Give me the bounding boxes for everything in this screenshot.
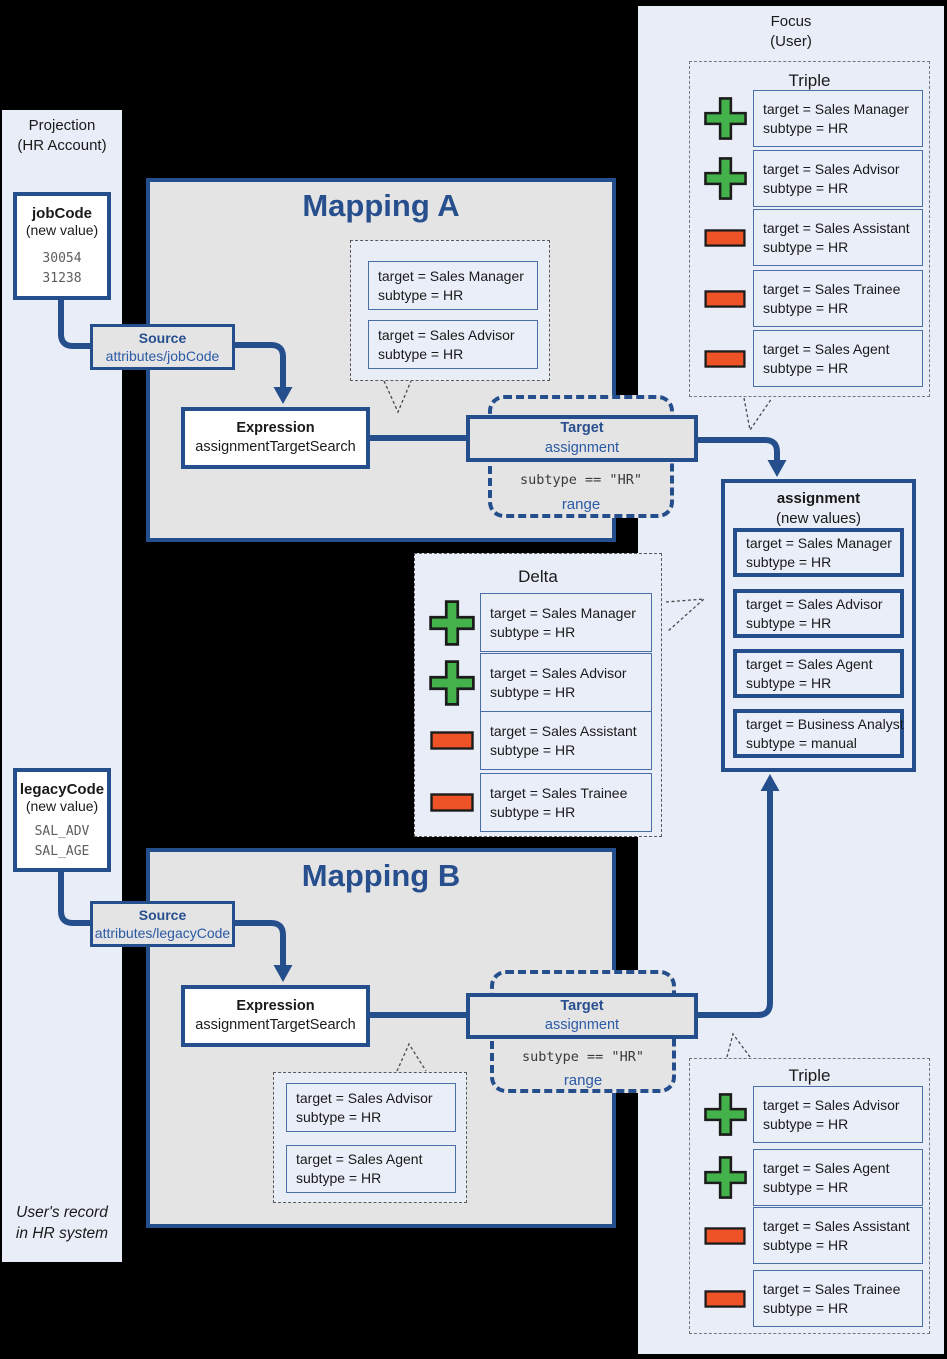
item-line: subtype = HR: [763, 1299, 849, 1316]
item-line: subtype = HR: [490, 741, 576, 758]
item-line: target = Sales Agent: [763, 340, 890, 357]
jobcode-box: [13, 192, 111, 300]
target-value: assignment: [544, 1017, 620, 1033]
item-line: subtype = HR: [746, 674, 832, 691]
triple-item-box: [753, 1149, 923, 1206]
item-line: subtype = HR: [746, 553, 832, 570]
item-line: target = Sales Manager: [378, 267, 524, 284]
item-line: subtype = HR: [763, 359, 849, 376]
item-line: target = Sales Manager: [490, 604, 636, 621]
focus-panel-title: [638, 12, 944, 53]
mapping-a-title: Mapping A: [302, 188, 460, 223]
hr-record-note-line2: in HR system: [15, 1224, 109, 1242]
connector-target-a-assignment: [695, 440, 777, 464]
item-line: subtype = HR: [746, 614, 832, 631]
item-line: subtype = HR: [490, 683, 576, 700]
item-line: subtype = HR: [763, 1178, 849, 1195]
item-line: subtype = HR: [763, 1236, 849, 1253]
jobcode-title: jobCode: [32, 205, 92, 222]
legacycode-value: SAL_ADV: [34, 824, 90, 839]
triple-top-tail: [744, 398, 772, 430]
minus-icon: [697, 350, 753, 368]
item-line: target = Sales Advisor: [763, 160, 900, 177]
legacycode-value: SAL_AGE: [34, 844, 90, 860]
triple-row: [697, 1275, 923, 1322]
minus-icon: [697, 229, 753, 247]
item-line: subtype = HR: [378, 286, 464, 303]
item-line: target = Sales Agent: [763, 1159, 890, 1176]
jobcode-value: 31238: [42, 271, 82, 287]
delta-row: [424, 778, 652, 827]
arrowhead-expression-a: [274, 387, 293, 404]
connector-source-expression-b: [232, 923, 283, 969]
item-line: subtype = HR: [296, 1170, 382, 1186]
range-condition-b: subtype == "HR": [522, 1049, 644, 1065]
plus-icon: [424, 599, 480, 647]
item-line: subtype = HR: [763, 299, 849, 316]
hr-record-note: [2, 1203, 122, 1245]
triple-bottom-title: Triple: [788, 1066, 831, 1085]
triple-item-box: [753, 90, 923, 147]
item-line: subtype = HR: [490, 803, 576, 820]
jobcode-subtitle: (new value): [25, 222, 99, 238]
callout-a-item: [368, 320, 538, 369]
item-line: subtype = HR: [763, 1115, 849, 1132]
item-line: subtype = manual: [746, 734, 857, 751]
triple-row: [697, 1154, 923, 1201]
minus-icon: [424, 793, 480, 812]
plus-icon: [697, 156, 753, 201]
arrowhead-expression-b: [274, 965, 293, 982]
triple-item-box: [753, 150, 923, 207]
item-line: subtype = HR: [296, 1108, 382, 1125]
item-line: target = Sales Trainee: [763, 1280, 901, 1297]
legacycode-title: legacyCode: [19, 781, 105, 798]
target-value: assignment: [544, 439, 620, 456]
range-label-b: range: [563, 1072, 603, 1089]
item-line: target = Sales Advisor: [763, 1096, 900, 1113]
item-line: target = Sales Advisor: [296, 1089, 433, 1106]
delta-item-box: [480, 653, 652, 712]
callout-b-item: [286, 1145, 456, 1193]
triple-row: [697, 214, 923, 261]
target-node-b: [466, 993, 698, 1039]
source-node-a: [90, 324, 235, 370]
focus-title-line1: Focus: [770, 13, 812, 30]
triple-item-box: [753, 1270, 923, 1327]
triple-item-box: [753, 1086, 923, 1143]
item-line: target = Sales Assistant: [763, 219, 910, 236]
triple-bottom-tail: [727, 1034, 750, 1057]
minus-icon: [697, 1227, 753, 1245]
hr-record-note-line1: User's record: [16, 1204, 108, 1221]
focus-title-line2: (User): [770, 33, 812, 51]
item-line: target = Sales Manager: [746, 534, 892, 551]
triple-row: [697, 155, 923, 202]
connector-jobcode-source: [61, 297, 93, 346]
arrowhead-assignment-bottom: [761, 774, 780, 791]
expression-label: Expression: [236, 419, 315, 436]
item-line: target = Sales Assistant: [490, 722, 637, 739]
plus-icon: [697, 96, 753, 141]
item-line: target = Sales Agent: [296, 1151, 423, 1168]
delta-item-box: [480, 773, 652, 832]
target-label: Target: [560, 420, 604, 437]
callout-a-tail: [384, 381, 411, 412]
plus-icon: [697, 1155, 753, 1200]
triple-row: [697, 95, 923, 142]
minus-icon: [697, 1290, 753, 1308]
range-label-a: range: [561, 496, 601, 513]
legacycode-box: [13, 768, 111, 872]
item-line: target = Sales Advisor: [490, 664, 627, 681]
callout-b-item: [286, 1083, 456, 1132]
triple-item-box: [753, 209, 923, 266]
item-line: target = Sales Assistant: [763, 1217, 910, 1234]
plus-icon: [697, 1092, 753, 1137]
callout-a-item: [368, 261, 538, 310]
item-line: subtype = HR: [763, 179, 849, 196]
item-line: target = Sales Trainee: [763, 280, 901, 297]
triple-row: [697, 335, 923, 382]
connector-source-expression-a: [232, 345, 283, 391]
plus-icon: [424, 659, 480, 707]
item-line: subtype = HR: [763, 119, 849, 136]
delta-row: [424, 658, 652, 707]
triple-top-title: Triple: [788, 71, 831, 90]
target-label: Target: [560, 997, 604, 1014]
item-line: target = Sales Agent: [746, 655, 873, 672]
assignment-item: [733, 589, 904, 638]
minus-icon: [424, 731, 480, 750]
expression-value: assignmentTargetSearch: [195, 1017, 356, 1033]
assignment-item: [733, 709, 904, 758]
minus-icon: [697, 290, 753, 308]
delta-row: [424, 598, 652, 647]
delta-item-box: [480, 593, 652, 652]
delta-tail: [666, 599, 704, 632]
source-node-b: [90, 901, 235, 947]
item-line: target = Business Analyst: [746, 715, 904, 732]
target-node-a: [466, 415, 698, 462]
triple-row: [697, 1212, 923, 1259]
source-value: attributes/jobCode: [105, 348, 220, 364]
item-line: target = Sales Advisor: [746, 595, 883, 612]
assignment-subtitle: (new values): [775, 510, 862, 528]
assignment-header: [721, 489, 916, 530]
expression-node-a: [181, 407, 370, 469]
triple-item-box: [753, 1207, 923, 1264]
item-line: subtype = HR: [763, 238, 849, 255]
projection-title-line1: Projection: [28, 117, 96, 134]
delta-row: [424, 716, 652, 765]
triple-item-box: [753, 270, 923, 327]
mapping-b-title: Mapping B: [301, 858, 461, 893]
source-label: Source: [138, 329, 187, 346]
assignment-item: [733, 649, 904, 698]
delta-item-box: [480, 711, 652, 770]
assignment-title: assignment: [776, 490, 861, 507]
connector-legacycode-source: [61, 869, 93, 923]
item-line: target = Sales Advisor: [378, 326, 515, 343]
item-line: target = Sales Manager: [763, 100, 909, 117]
arrowhead-assignment-top: [768, 460, 787, 477]
projection-title-line2: (HR Account): [17, 137, 107, 155]
assignment-item: [733, 528, 904, 577]
item-line: subtype = HR: [378, 345, 464, 362]
callout-b-tail: [397, 1044, 426, 1071]
expression-value: assignmentTargetSearch: [195, 439, 356, 455]
jobcode-value: 30054: [42, 251, 82, 266]
projection-panel-title: [2, 116, 122, 157]
item-line: subtype = HR: [490, 623, 576, 640]
source-label: Source: [138, 906, 187, 923]
legacycode-subtitle: (new value): [25, 798, 99, 814]
item-line: target = Sales Trainee: [490, 784, 628, 801]
triple-row: [697, 1091, 923, 1138]
expression-node-b: [181, 985, 370, 1047]
expression-label: Expression: [236, 997, 315, 1014]
range-condition-a: subtype == "HR": [520, 472, 642, 488]
source-value: attributes/legacyCode: [94, 925, 231, 941]
triple-item-box: [753, 330, 923, 387]
triple-row: [697, 275, 923, 322]
connector-target-b-assignment: [695, 787, 770, 1015]
delta-title: Delta: [518, 567, 558, 586]
